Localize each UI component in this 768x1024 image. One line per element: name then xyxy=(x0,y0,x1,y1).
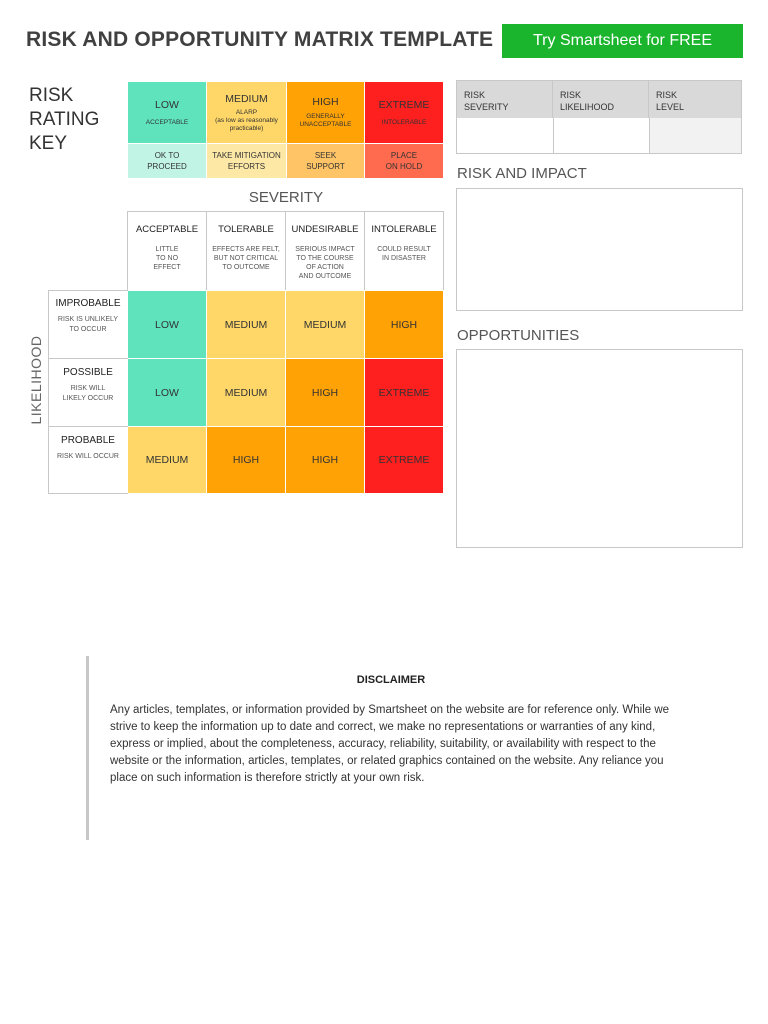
page-title: RISK AND OPPORTUNITY MATRIX TEMPLATE xyxy=(26,28,494,51)
col-name: UNDESIRABLE xyxy=(291,224,359,235)
row-name: POSSIBLE xyxy=(63,367,113,378)
row-name: IMPROBABLE xyxy=(55,298,121,309)
risk-likelihood-input[interactable] xyxy=(553,118,648,153)
likelihood-title-text: LIKELIHOOD xyxy=(28,335,44,425)
row-desc: RISK IS UNLIKELY TO OCCUR xyxy=(57,316,119,333)
likelihood-row-possible xyxy=(49,367,127,426)
key-action-label: OK TO PROCEED xyxy=(147,151,187,171)
matrix-cell: EXTREME xyxy=(365,427,443,493)
matrix-cell: EXTREME xyxy=(365,359,443,426)
risk-severity-header: RISK SEVERITY xyxy=(457,81,552,118)
severity-col-undesirable xyxy=(286,212,364,290)
key-action-label: SEEK SUPPORT xyxy=(306,151,345,171)
col-desc: EFFECTS ARE FELT, BUT NOT CRITICAL TO OUTCOME xyxy=(212,246,280,271)
risk-rating-key-label xyxy=(29,84,99,156)
severity-col-tolerable xyxy=(207,212,285,290)
col-name: INTOLERABLE xyxy=(371,224,437,235)
risk-likelihood-header: RISK LIKELIHOOD xyxy=(553,81,648,118)
opportunities-title: OPPORTUNITIES xyxy=(457,327,580,344)
likelihood-row-improbable xyxy=(49,298,127,358)
key-level-sub: ALARP (as low as reasonably practicable) xyxy=(215,108,278,132)
key-level-name: LOW xyxy=(155,98,179,111)
row-name: PROBABLE xyxy=(61,435,115,446)
severity-title: SEVERITY xyxy=(248,189,324,206)
key-label-line: RISK xyxy=(29,85,74,106)
key-label-line: KEY xyxy=(29,133,68,154)
disclaimer-body: Any articles, templates, or information provided by Smartsheet on the website are for reference only. While we strive to keep the information up to date and correct, we make no representations or warranties of any kind, express or implied, about the completeness, accuracy, reliability, suitability, or availability with respect to the website or the information, articles, templates, or related graphics contained on the website. Any reliance you place on such information is therefore strictly at your own risk. xyxy=(110,704,670,784)
col-desc: COULD RESULT IN DISASTER xyxy=(377,246,431,262)
key-action-low xyxy=(128,144,206,178)
disclaimer-title: DISCLAIMER xyxy=(356,674,426,686)
col-name: ACCEPTABLE xyxy=(135,224,199,235)
key-level-name: HIGH xyxy=(312,96,339,108)
risk-level-header: RISK LEVEL xyxy=(649,81,741,118)
matrix-cell: MEDIUM xyxy=(207,359,285,426)
risk-summary-table xyxy=(456,80,742,154)
key-level-medium xyxy=(207,82,286,143)
key-action-medium xyxy=(207,144,286,178)
matrix-cell: LOW xyxy=(128,359,206,426)
row-desc: RISK WILL LIKELY OCCUR xyxy=(62,385,114,402)
matrix-cell: LOW xyxy=(128,291,206,358)
risk-impact-title: RISK AND IMPACT xyxy=(457,165,587,182)
try-smartsheet-button[interactable]: Try Smartsheet for FREE xyxy=(502,24,743,58)
key-level-high xyxy=(287,82,364,143)
matrix-cell: MEDIUM xyxy=(128,427,206,493)
matrix-cell: HIGH xyxy=(286,427,364,493)
key-level-low xyxy=(128,82,206,143)
key-level-sub: GENERALLY UNACCEPTABLE xyxy=(299,113,352,128)
key-action-label: PLACE ON HOLD xyxy=(385,151,423,171)
risk-impact-textbox[interactable] xyxy=(456,188,743,311)
risk-level-output xyxy=(649,118,741,153)
col-desc: LITTLE TO NO EFFECT xyxy=(153,246,181,271)
opportunities-textbox[interactable] xyxy=(456,349,743,548)
key-level-sub: ACCEPTABLE xyxy=(145,118,189,126)
severity-col-acceptable xyxy=(128,212,206,290)
key-level-name: EXTREME xyxy=(378,98,430,111)
severity-col-intolerable xyxy=(365,212,443,290)
matrix-cell: HIGH xyxy=(207,427,285,493)
col-name: TOLERABLE xyxy=(218,224,274,235)
risk-severity-input[interactable] xyxy=(457,118,552,153)
matrix-cell: HIGH xyxy=(286,359,364,426)
key-label-line: RATING xyxy=(29,109,100,130)
likelihood-row-probable xyxy=(49,435,127,493)
key-action-label: TAKE MITIGATION EFFORTS xyxy=(212,151,281,171)
matrix-cell: HIGH xyxy=(365,291,443,358)
key-level-name: MEDIUM xyxy=(225,92,268,105)
key-level-sub: INTOLERABLE xyxy=(381,118,427,126)
matrix-cell: MEDIUM xyxy=(207,291,285,358)
key-level-extreme xyxy=(365,82,443,143)
matrix-cell: MEDIUM xyxy=(286,291,364,358)
key-action-extreme xyxy=(365,144,443,178)
row-desc: RISK WILL OCCUR xyxy=(57,453,119,460)
key-action-high xyxy=(287,144,364,178)
col-desc: SERIOUS IMPACT TO THE COURSE OF ACTION AND OUTCOME xyxy=(295,246,355,280)
